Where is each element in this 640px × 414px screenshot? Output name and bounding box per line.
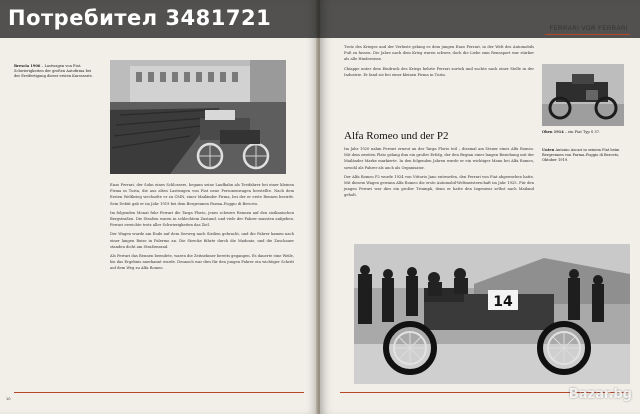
paragraph: Als Ferrari das Rennen beendete, waren die Zeitnehmer bereits gegangen. Es dauerte eine Weile, bis das Ergebnis anerkannt wurde. Dennoch war dies für den jungen Fahrer ein wichtiger Schritt auf dem Weg zu Alfa Romeo.	[110, 254, 294, 271]
bottom-rule-left	[14, 392, 304, 393]
paragraph: Der Wagen wurde am Ende auf dem Seeweg nach Sizilien gebracht, und die Fahrer kamen nach einer langen Reise in Palermo an. Die Strecke führte durch die Madonie, und die Zuschauer standen dicht am Straßenrand.	[110, 232, 294, 249]
paragraph: Der Alfa Romeo P2 wurde 1924 von Vittorio Jano entworfen, den Ferrari von Fiat abgeworben hatte. Mit diesem Wagen gewann Alfa Romeo die erste Automobil-Weltmeisterschaft im Jahr 1925. Für den jungen Ferrari war dies ein großer Triumph, denn er hatte den Ingenieur selbst nach Mailand geholt.	[344, 174, 534, 198]
fiat-photo-caption	[542, 130, 624, 135]
paragraph: Enzo Ferrari, der Sohn eines Schlossers, begann seine Laufbahn als Testfahrer bei einer kleinen Firma in Turin, die aus alten Lastwagen von Fiat neue Personenwagen herstellte. Nach dem Ersten Weltkrieg wechselte er zu CMN, einer Mailänder Firma, bei der er erste Rennen bestritt. Sein Debüt gab er im Jahr 1919 bei dem Bergrennen Parma–Poggio di Berceto.	[110, 183, 294, 206]
caption-bold: Unten	[542, 148, 555, 152]
caption-text: – ein Fiat Typ S 57.	[563, 130, 601, 134]
paragraph: Trotz des Krieges und der Verluste gelang es dem jungen Enzo Ferrari, in der Welt des Automobils Fuß zu fassen. Die Jahre nach dem Krieg waren schwer, doch die Liebe zum Rennsport war stärker als alle Hindernisse.	[344, 45, 534, 62]
race-photo-caption	[542, 148, 624, 163]
caption-bold: Oben 1914	[542, 130, 564, 134]
factory-photo	[110, 60, 286, 174]
caption-text: – Lastwagen von Fiat. Schwierigkeiten der großen Autofirma bei der Erstfertigung dieser ersten Karosserie.	[14, 64, 93, 78]
fiat-photo	[542, 64, 624, 126]
right-body-text	[344, 146, 534, 202]
right-page	[320, 0, 640, 414]
caption-bold: Brescia 1906	[14, 64, 41, 68]
factory-photo-caption	[14, 64, 98, 79]
seller-banner	[0, 0, 640, 38]
right-intro-text	[344, 44, 534, 81]
race-car-drawing	[354, 244, 630, 384]
factory-photo-drawing	[110, 60, 286, 174]
paragraph: Im Jahr 1920 nahm Ferrari erneut an der Targa Florio teil – diesmal am Steuer eines Alfa Romeo. Mit dem zweiten Platz gelang ihm ein großer Erfolg, der den Beginn einer langen Beziehung mit der Mailänder Marke markierte. In den folgenden Jahren wurde er ein wichtiger Mann bei Alfa Romeo, sowohl als Fahrer als auch als Organisator.	[344, 147, 534, 170]
race-car-photo	[354, 244, 630, 384]
section-heading: Alfa Romeo und der P2	[344, 130, 449, 142]
left-body-text	[110, 182, 294, 275]
page-number: 10	[6, 396, 11, 401]
left-page	[0, 0, 318, 414]
seller-banner-text: Потребител 3481721	[8, 6, 272, 30]
running-head: FERRARI VOR FERRARI	[549, 26, 628, 32]
paragraph: Im folgenden Monat fuhr Ferrari die Targa Florio, jenes schwere Rennen auf den sizilianischen Bergstraßen. Die Straßen waren in schlechtem Zustand, und viele der Fahrer mussten aufgeben. Ferrari erreichte trotz aller Schwierigkeiten das Ziel.	[110, 210, 294, 228]
paragraph: Chiappe unter dem Eindruck des Kriegs kehrte Ferrari zurück und suchte nach einer Stelle in der Industrie. Er fand sie bei einer kleinen Firma in Turin.	[344, 66, 534, 77]
running-head-rule	[545, 34, 630, 35]
fiat-photo-drawing	[542, 64, 624, 126]
caption-text: Antonio Ascari in seinem Fiat beim Bergrennen von Parma–Poggio di Berceto, Oktober 1919.	[542, 148, 620, 162]
site-watermark: Bazar.bg	[568, 387, 632, 402]
race-number: 14	[493, 294, 513, 310]
